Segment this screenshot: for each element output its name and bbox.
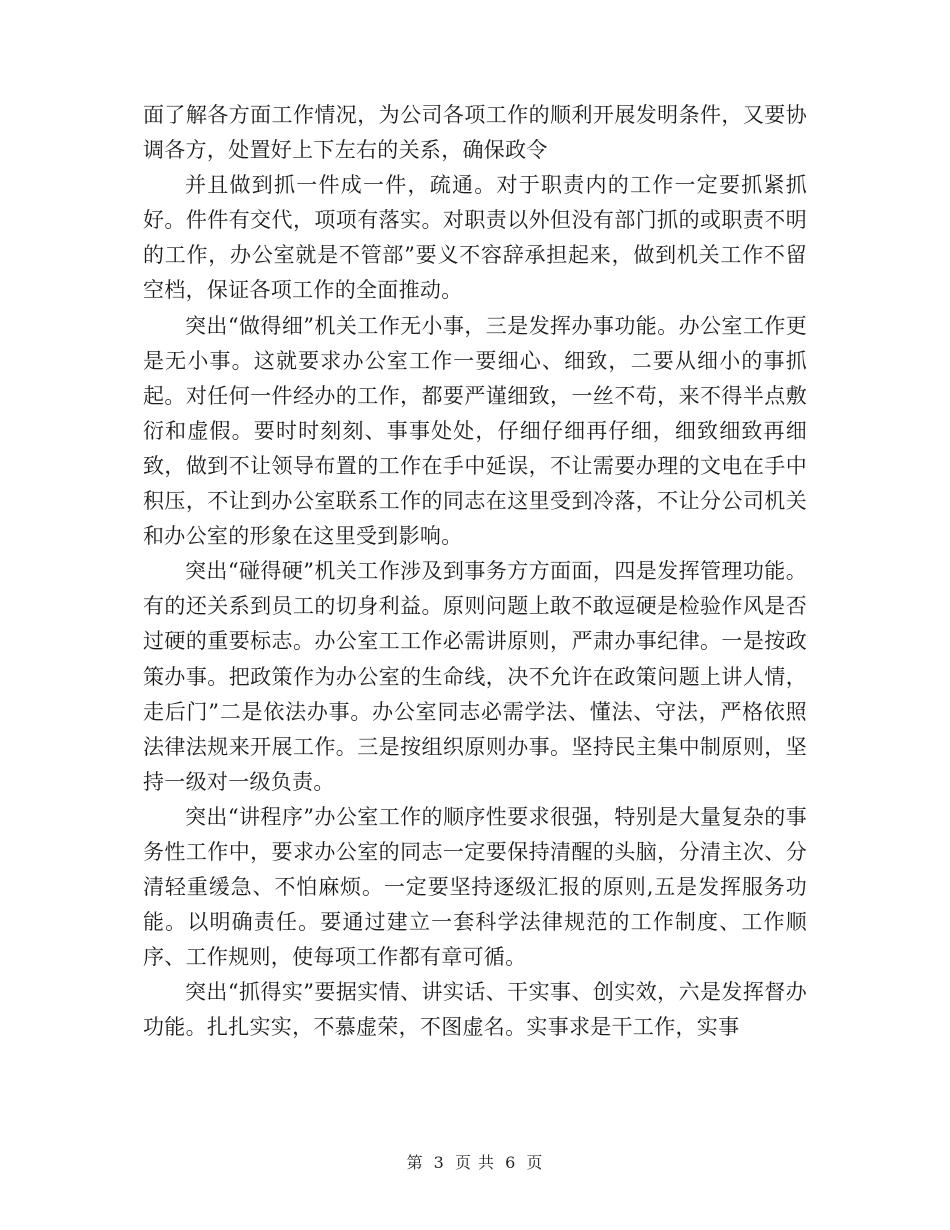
paragraph-3: 突出“做得细”机关工作无小事，三是发挥办事功能。办公室工作更是无小事。这就要求办公室工作一要细心、细致，二要从细小的事抓起。对任何一件经办的工作，都要严谨细致，一丝不苟，来不得半点敷衍和虚假。要时时刻刻、事事处处，仔细仔细再仔细，细致细致再细致，做到不让领导布置的工作在手中延误，不让需要办理的文电在手中积压，不让到办公室联系工作的同志在这里受到冷落，不让分公司机关和办公室的形象在这里受到影响。: [143, 313, 807, 549]
footer-prefix: 第: [406, 1153, 424, 1172]
paragraph-1: 面了解各方面工作情况，为公司各项工作的顺利开展发明条件，又要协调各方，处置好上下左右的关系，确保政令: [143, 103, 807, 163]
footer-suffix: 页: [526, 1153, 544, 1172]
footer-current-page: 3: [433, 1153, 445, 1172]
page-footer: [0, 1153, 950, 1173]
footer-total-pages: 6: [505, 1153, 517, 1172]
footer-middle: 页 共: [454, 1153, 496, 1172]
paragraph-2: 并且做到抓一件成一件，疏通。对于职责内的工作一定要抓紧抓好。件件有交代，项项有落实。对职责以外但没有部门抓的或职责不明的工作，办公室就是不管部”要义不容辞承担起来，做到机关工作不留空档，保证各项工作的全面推动。: [143, 173, 807, 303]
paragraph-6: 突出“抓得实”要据实情、讲实话、干实事、创实效，六是发挥督办功能。扎扎实实，不慕虚荣，不图虚名。实事求是干工作，实事: [143, 980, 807, 1040]
paragraph-4: 突出“碰得硬”机关工作涉及到事务方方面面，四是发挥管理功能。有的还关系到员工的切身利益。原则问题上敢不敢逗硬是检验作风是否过硬的重要标志。办公室工工作必需讲原则，严肃办事纪律。一是按政策办事。把政策作为办公室的生命线，决不允许在政策问题上讲人情，走后门”二是依法办事。办公室同志必需学法、懂法、守法，严格依照法律法规来开展工作。三是按组织原则办事。坚持民主集中制原则，坚持一级对一级负责。: [143, 559, 807, 794]
paragraph-5: 突出“讲程序”办公室工作的顺序性要求很强，特别是大量复杂的事务性工作中，要求办公室的同志一定要保持清醒的头脑，分清主次、分清轻重缓急、不怕麻烦。一定要坚持逐级汇报的原则,五是发挥服务功能。以明确责任。要通过建立一套科学法律规范的工作制度、工作顺序、工作规则，使每项工作都有章可循。: [143, 804, 807, 970]
document-body: [143, 98, 807, 1046]
